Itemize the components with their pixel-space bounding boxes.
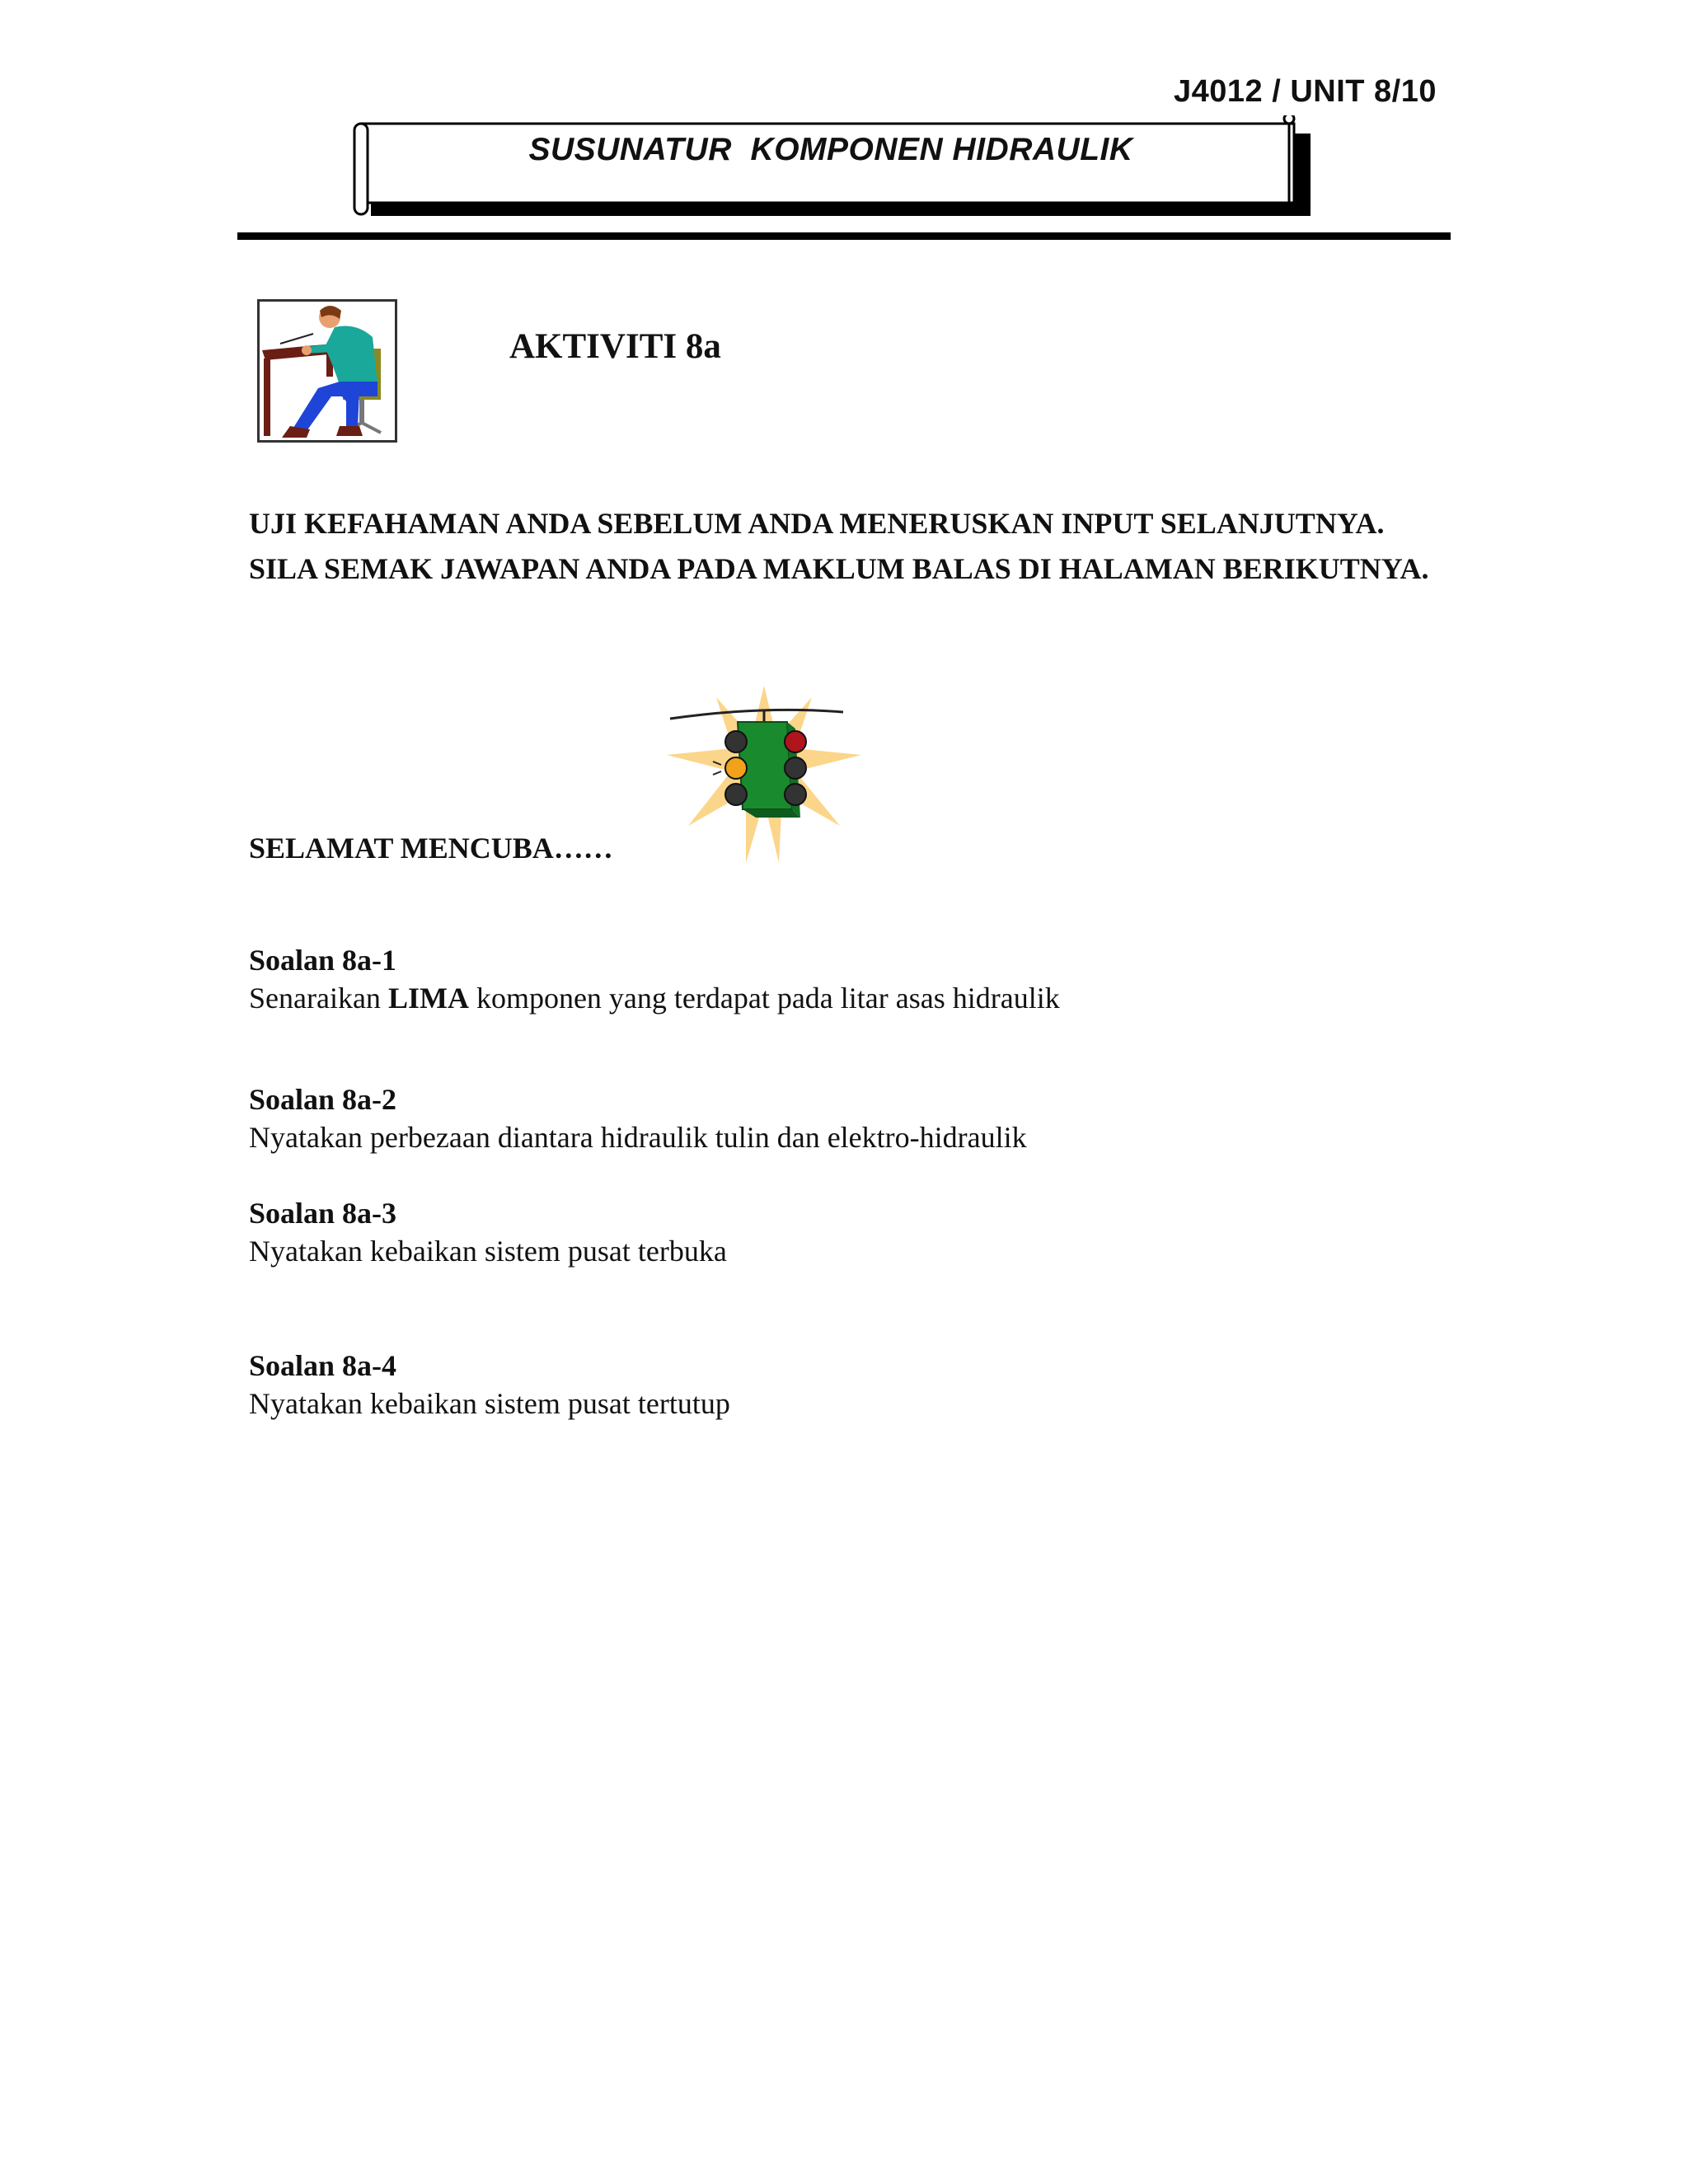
greeting: SELAMAT MENCUBA…… <box>249 832 613 865</box>
question-text-part: komponen yang terdapat pada litar asas hidraulik <box>468 982 1060 1015</box>
question-8a-2 <box>249 1080 1444 1156</box>
unit-code: J4012 / UNIT 8/10 <box>1173 74 1437 109</box>
banner-title: SUSUNATUR KOMPONEN HIDRAULIK <box>528 132 1133 167</box>
person-writing-at-desk-icon <box>257 299 397 443</box>
question-text-emphasis: LIMA <box>387 982 469 1015</box>
question-title: Soalan 8a-1 <box>249 944 397 977</box>
instruction-line: SILA SEMAK JAWAPAN ANDA PADA MAKLUM BALAS DI HALAMAN BERIKUTNYA. <box>249 552 1429 585</box>
question-title: Soalan 8a-4 <box>249 1349 397 1382</box>
header-rule <box>237 232 1451 240</box>
question-text-part: Senaraikan <box>249 982 388 1015</box>
traffic-light-icon <box>663 686 865 867</box>
question-8a-4 <box>249 1347 1444 1422</box>
instructions <box>249 501 1444 592</box>
activity-title: AKTIVITI 8a <box>509 327 721 366</box>
question-text: Nyatakan perbezaan diantara hidraulik tulin dan elektro-hidraulik <box>249 1121 1027 1154</box>
question-text: Nyatakan kebaikan sistem pusat tertutup <box>249 1387 730 1420</box>
question-title: Soalan 8a-3 <box>249 1197 397 1230</box>
question-8a-3 <box>249 1194 1444 1270</box>
question-text: Nyatakan kebaikan sistem pusat terbuka <box>249 1235 727 1268</box>
question-text <box>249 979 1444 1017</box>
title-banner <box>353 115 1317 231</box>
question-title: Soalan 8a-2 <box>249 1083 397 1116</box>
instruction-line: UJI KEFAHAMAN ANDA SEBELUM ANDA MENERUSKAN INPUT SELANJUTNYA. <box>249 507 1385 540</box>
question-8a-1 <box>249 941 1444 1017</box>
